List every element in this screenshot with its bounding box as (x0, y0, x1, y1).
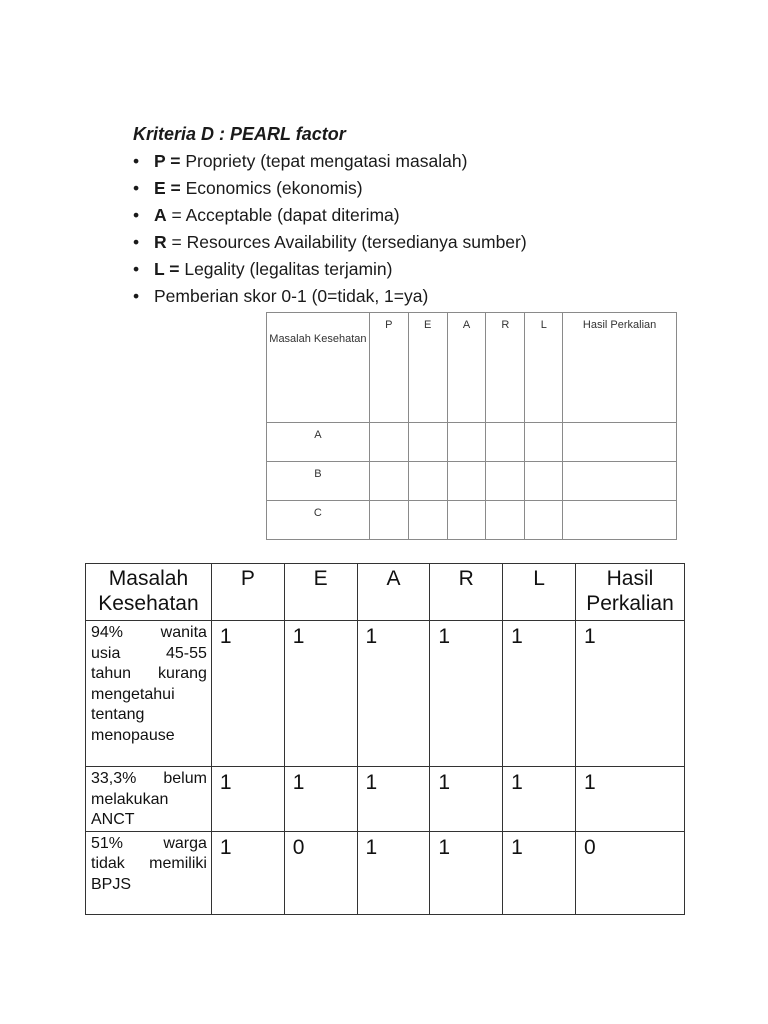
problem-cell: 33,3% belum melakukan ANCT (86, 767, 212, 832)
score-l: 1 (503, 831, 576, 914)
empty-cell (408, 501, 447, 540)
template-header-l: L (525, 313, 563, 423)
score-a: 1 (357, 621, 430, 767)
score-table (85, 563, 685, 915)
criteria-list (133, 150, 527, 312)
template-header-p: P (369, 313, 408, 423)
criteria-item-r (133, 231, 527, 258)
empty-cell (447, 501, 486, 540)
criteria-item-l (133, 258, 527, 285)
score-header-l: L (503, 564, 576, 621)
criteria-key: R (154, 232, 167, 252)
problem-cell: 51% warga tidak memiliki BPJS (86, 831, 212, 914)
template-header-e: E (408, 313, 447, 423)
empty-cell (525, 423, 563, 462)
score-header-r: R (430, 564, 503, 621)
template-row-label: A (267, 423, 370, 462)
score-e: 0 (284, 831, 357, 914)
template-row-label: B (267, 462, 370, 501)
bullet-icon: • (133, 178, 140, 198)
criteria-item-scoring (133, 285, 527, 312)
criteria-text: Economics (ekonomis) (180, 178, 363, 198)
score-e: 1 (284, 767, 357, 832)
template-header-r: R (486, 313, 525, 423)
empty-cell (447, 462, 486, 501)
empty-cell (525, 501, 563, 540)
empty-cell (486, 501, 525, 540)
score-hasil: 1 (575, 621, 684, 767)
template-header-a: A (447, 313, 486, 423)
empty-cell (408, 462, 447, 501)
table-row (267, 501, 677, 540)
score-header-masalah: Masalah Kesehatan (86, 564, 212, 621)
bullet-icon: • (133, 286, 140, 306)
empty-cell (525, 462, 563, 501)
score-hasil: 1 (575, 767, 684, 832)
template-header-row (267, 313, 677, 423)
criteria-key: E = (154, 178, 181, 198)
score-header-p: P (211, 564, 284, 621)
score-p: 1 (211, 621, 284, 767)
table-row (267, 423, 677, 462)
empty-cell (563, 423, 677, 462)
empty-cell (369, 462, 408, 501)
score-a: 1 (357, 767, 430, 832)
criteria-text: Pemberian skor 0-1 (0=tidak, 1=ya) (154, 286, 429, 306)
score-l: 1 (503, 767, 576, 832)
template-header-hasil: Hasil Perkalian (563, 313, 677, 423)
table-row (86, 767, 685, 832)
template-row-label: C (267, 501, 370, 540)
score-hasil: 0 (575, 831, 684, 914)
score-header-a: A (357, 564, 430, 621)
table-row (86, 621, 685, 767)
empty-cell (486, 423, 525, 462)
empty-cell (369, 501, 408, 540)
criteria-text: Propriety (tepat mengatasi masalah) (180, 151, 468, 171)
empty-cell (563, 501, 677, 540)
empty-cell (486, 462, 525, 501)
empty-cell (447, 423, 486, 462)
bullet-icon: • (133, 151, 140, 171)
criteria-item-p (133, 150, 527, 177)
empty-cell (563, 462, 677, 501)
table-row (86, 831, 685, 914)
score-l: 1 (503, 621, 576, 767)
criteria-text: = Resources Availability (tersedianya sumber) (166, 232, 527, 252)
score-r: 1 (430, 621, 503, 767)
table-row (267, 462, 677, 501)
score-header-hasil: Hasil Perkalian (575, 564, 684, 621)
empty-cell (369, 423, 408, 462)
score-r: 1 (430, 831, 503, 914)
bullet-icon: • (133, 259, 140, 279)
score-header-e: E (284, 564, 357, 621)
criteria-item-a (133, 204, 527, 231)
criteria-heading: Kriteria D : PEARL factor (133, 124, 346, 144)
score-e: 1 (284, 621, 357, 767)
problem-cell: 94% wanita usia 45-55 tahun kurang mengetahui tentang menopause (86, 621, 212, 767)
score-header-row (86, 564, 685, 621)
bullet-icon: • (133, 232, 140, 252)
criteria-key: L = (154, 259, 180, 279)
criteria-text: Legality (legalitas terjamin) (179, 259, 393, 279)
score-p: 1 (211, 831, 284, 914)
criteria-key: P = (154, 151, 181, 171)
empty-cell (408, 423, 447, 462)
criteria-item-e (133, 177, 527, 204)
criteria-text: = Acceptable (dapat diterima) (166, 205, 400, 225)
score-a: 1 (357, 831, 430, 914)
score-p: 1 (211, 767, 284, 832)
template-table (266, 312, 677, 540)
bullet-icon: • (133, 205, 140, 225)
score-r: 1 (430, 767, 503, 832)
template-header-masalah: Masalah Kesehatan (267, 313, 370, 423)
criteria-key: A (154, 205, 167, 225)
